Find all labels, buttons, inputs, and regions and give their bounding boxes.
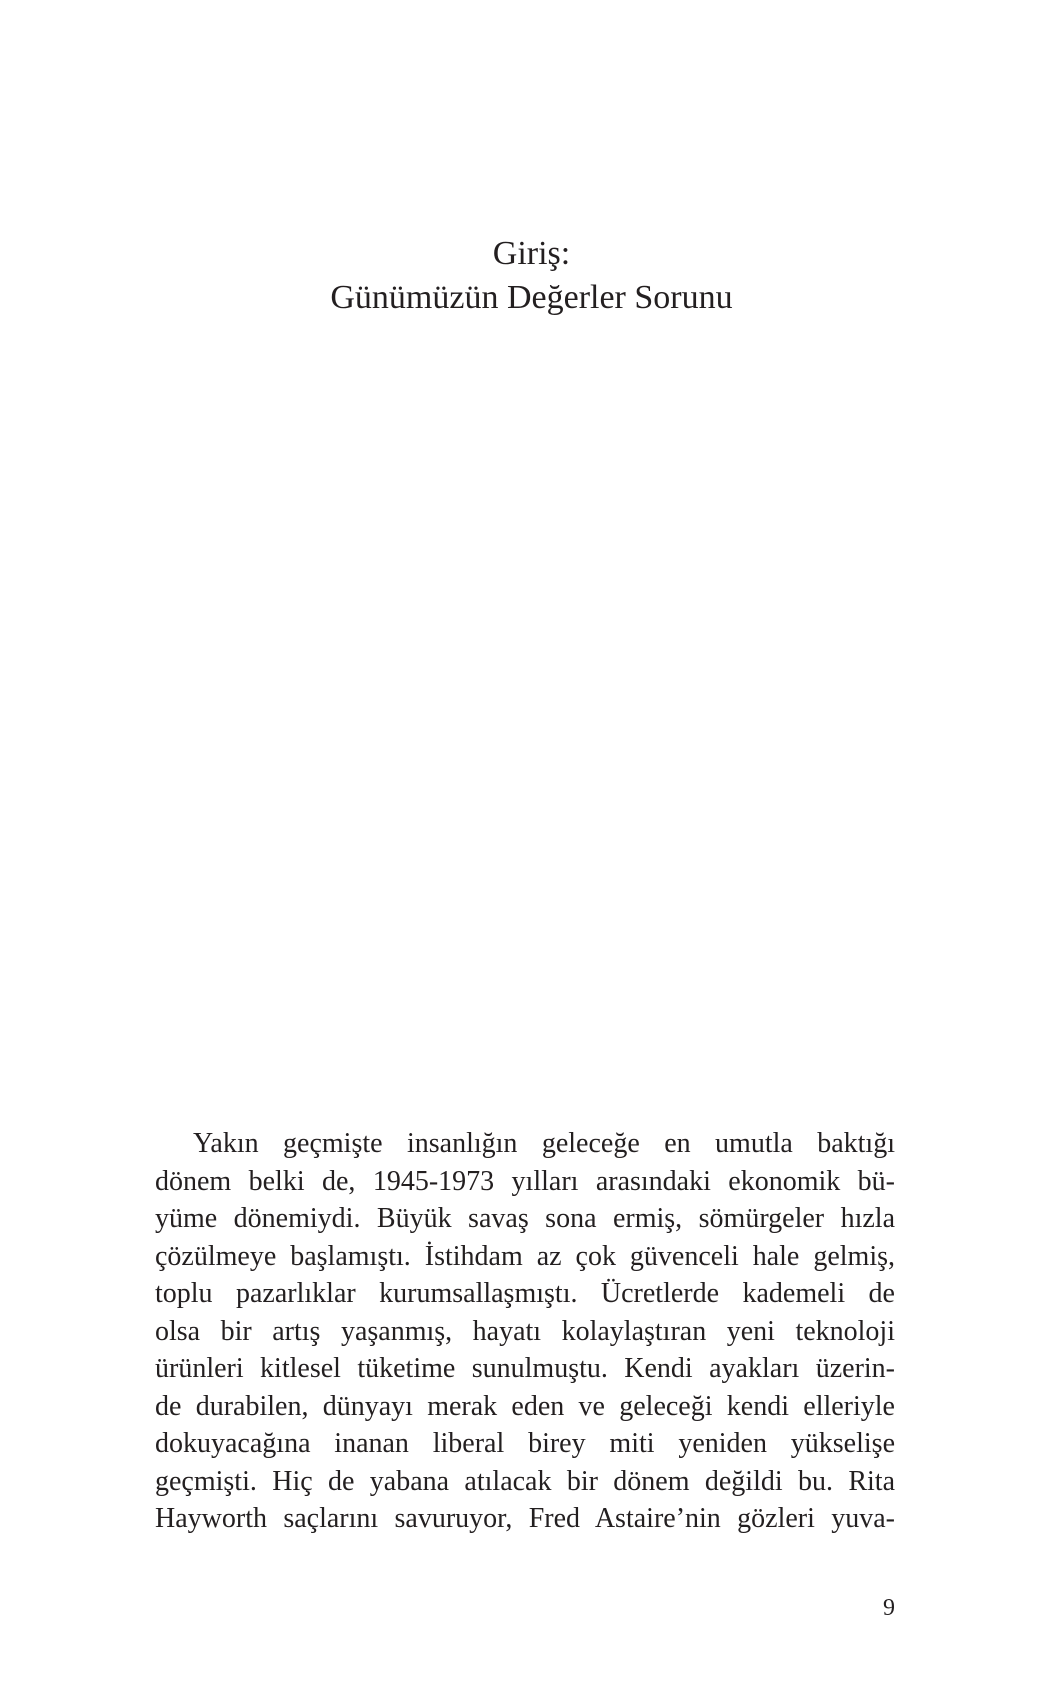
body-paragraph <box>155 1125 895 1538</box>
chapter-title <box>0 232 1063 320</box>
chapter-title-line-2: Günümüzün Değerler Sorunu <box>330 279 733 316</box>
page-number: 9 <box>883 1595 895 1621</box>
text-line: olsa bir artış yaşanmış, hayatı kolaylaştıran yeni teknoloji <box>155 1315 895 1347</box>
text-line: ürünleri kitlesel tüketime sunulmuştu. Kendi ayakları üzerin- <box>155 1353 895 1384</box>
text-line: Hayworth saçlarını savuruyor, Fred Astaire’nin gözleri yuva- <box>155 1503 895 1534</box>
text-line: Yakın geçmişte insanlığın geleceğe en umutla baktığı <box>193 1128 895 1159</box>
text-line: çözülmeye başlamıştı. İstihdam az çok güvenceli hale gelmiş, <box>155 1240 895 1272</box>
chapter-title-line-1: Giriş: <box>492 235 571 272</box>
text-line: dönem belki de, 1945-1973 yılları arasındaki ekonomik bü- <box>155 1165 895 1197</box>
text-line: yüme dönemiydi. Büyük savaş sona ermiş, sömürgeler hızla <box>155 1203 895 1234</box>
text-line: dokuyacağına inanan liberal birey miti yeniden yükselişe <box>155 1428 895 1459</box>
text-line: de durabilen, dünyayı merak eden ve geleceği kendi elleriyle <box>155 1390 895 1422</box>
text-line: toplu pazarlıklar kurumsallaşmıştı. Ücretlerde kademeli de <box>155 1278 895 1309</box>
text-line: geçmişti. Hiç de yabana atılacak bir dönem değildi bu. Rita <box>155 1465 895 1497</box>
